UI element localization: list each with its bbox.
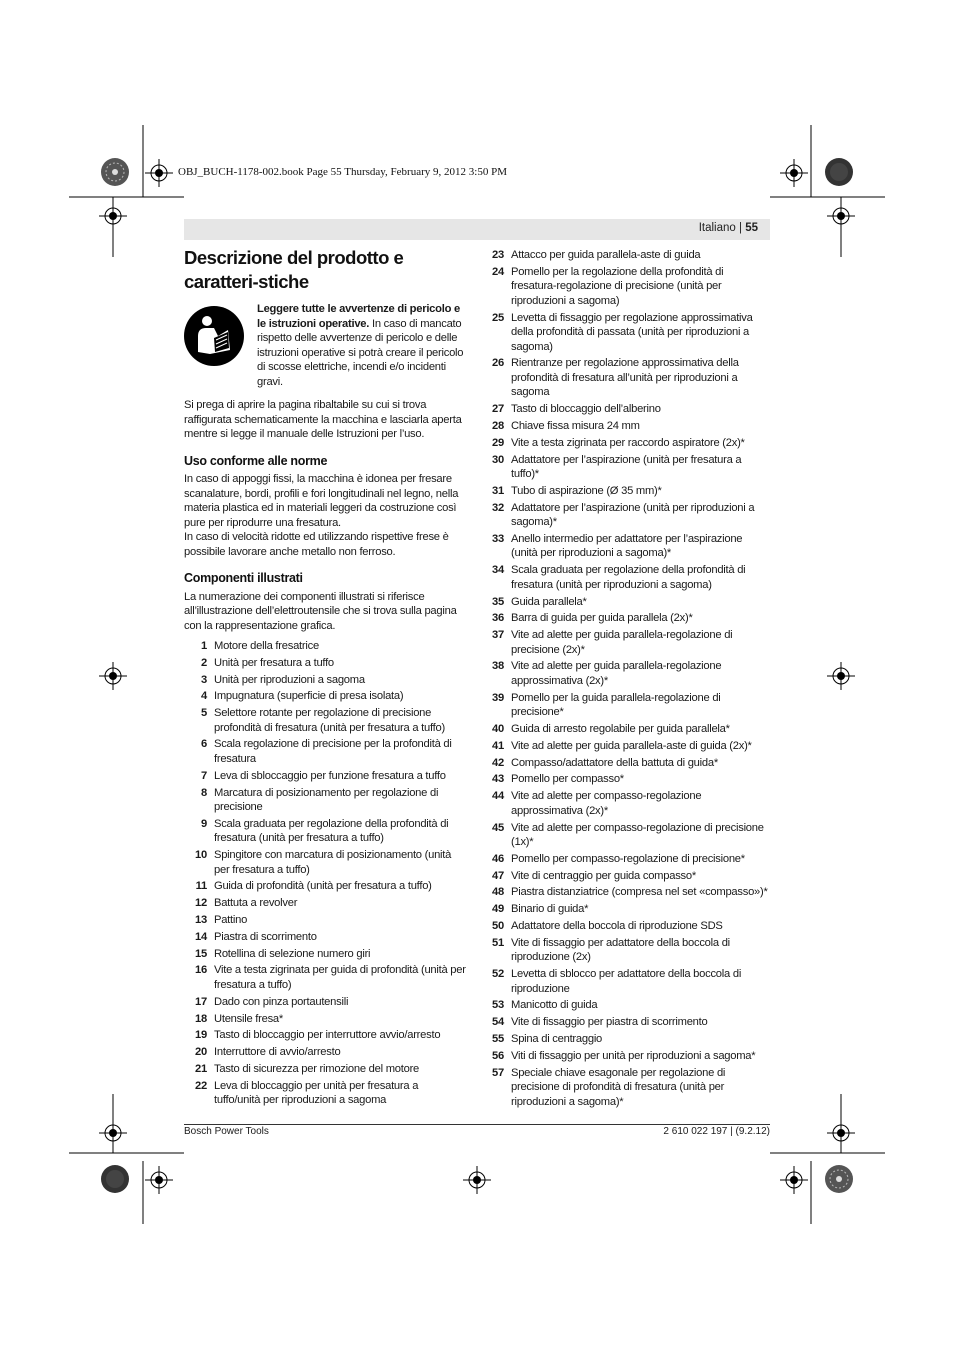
- item-number: 45: [492, 821, 504, 834]
- item-number: 21: [195, 1062, 207, 1075]
- list-item: [184, 1079, 466, 1108]
- item-number: 13: [195, 914, 207, 927]
- list-item: [184, 769, 466, 784]
- list-item: [488, 902, 770, 917]
- warning-bold: Leggere tutte le avvertenze di pericolo e le istruzioni operative.: [257, 303, 461, 330]
- list-item: [184, 879, 466, 894]
- list-item: [184, 817, 466, 846]
- list-item: [488, 501, 770, 530]
- item-text: Rotellina di selezione numero giri: [214, 947, 371, 960]
- list-item: [488, 772, 770, 787]
- list-item: [184, 848, 466, 877]
- item-text: Interruttore di avvio/arresto: [214, 1046, 341, 1059]
- item-text: Vite di fissaggio per adattatore della boccola di riproduzione (2x): [511, 936, 730, 964]
- item-text: Adattatore per l’aspirazione (unità per riproduzioni a sagoma)*: [511, 501, 755, 529]
- item-text: Barra di guida per guida parallela (2x)*: [511, 612, 693, 625]
- item-number: 27: [492, 403, 504, 416]
- page-number: 55: [745, 222, 758, 234]
- registration-disc-icon: [824, 1164, 854, 1194]
- item-number: 11: [195, 880, 207, 893]
- list-item: [184, 689, 466, 704]
- list-item: [488, 852, 770, 867]
- list-item: [184, 786, 466, 815]
- left-column: [184, 246, 466, 1110]
- registration-crosshair-icon: [827, 662, 855, 690]
- registration-crosshair-icon: [99, 202, 127, 230]
- components-intro: La numerazione dei componenti illustrati si riferisce all’illustrazione dell’elettroutensile che si trova sulla pagina con la rappresentazione grafica.: [184, 590, 457, 632]
- list-item: [488, 1015, 770, 1030]
- item-text: Unità per riproduzioni a sagoma: [214, 673, 365, 686]
- item-number: 39: [492, 691, 504, 704]
- item-text: Dado con pinza portautensili: [214, 995, 349, 1008]
- item-number: 50: [492, 920, 504, 933]
- item-text: Tubo di aspirazione (Ø 35 mm)*: [511, 484, 662, 497]
- item-number: 30: [492, 453, 504, 466]
- item-text: Tasto di bloccaggio per interruttore avvio/arresto: [214, 1029, 441, 1042]
- registration-disc-icon: [100, 1164, 130, 1194]
- list-item: [488, 998, 770, 1013]
- item-number: 54: [492, 1016, 504, 1029]
- item-number: 37: [492, 629, 504, 642]
- item-text: Chiave fissa misura 24 mm: [511, 419, 640, 432]
- list-item: [184, 995, 466, 1010]
- item-text: Vite ad alette per guida parallela-aste di guida (2x)*: [511, 739, 752, 752]
- item-text: Scala graduata per regolazione della profondità di fresatura (unità per fresatura a tuffo): [214, 817, 449, 845]
- item-number: 55: [492, 1033, 504, 1045]
- footer-brand: Bosch Power Tools: [184, 1126, 269, 1137]
- item-text: Marcatura di posizionamento per regolazione di precisione: [214, 786, 439, 814]
- item-number: 18: [195, 1012, 207, 1025]
- item-text: Leva di sbloccaggio per funzione fresatura a tuffo: [214, 769, 446, 782]
- item-text: Scala graduata per regolazione della profondità di fresatura (unità per riproduzioni a sagoma): [511, 564, 746, 591]
- item-text: Pomello per la regolazione della profondità di fresatura-regolazione di precisione (unità per riproduzioni a sagoma): [511, 265, 724, 307]
- list-item: [488, 1032, 770, 1047]
- item-number: 7: [201, 769, 207, 782]
- item-text: Tasto di sicurezza per rimozione del motore: [214, 1062, 420, 1075]
- item-text: Anello intermedio per adattatore per l’aspirazione (unità per riproduzioni a sagoma)*: [511, 532, 743, 560]
- item-text: Compasso/adattatore della battuta di guida*: [511, 756, 718, 769]
- item-number: 56: [492, 1049, 504, 1062]
- item-number: 16: [195, 964, 207, 977]
- list-item: [184, 656, 466, 671]
- item-text: Unità per fresatura a tuffo: [214, 656, 334, 669]
- list-item: [488, 1066, 770, 1110]
- list-item: [488, 756, 770, 771]
- item-number: 47: [492, 869, 504, 882]
- header-separator: |: [739, 222, 742, 234]
- item-number: 12: [195, 897, 207, 910]
- item-number: 51: [492, 936, 504, 949]
- item-text: Spina di centraggio: [511, 1033, 603, 1045]
- item-text: Rientranze per regolazione approssimativa della profondità di fresatura all’unità per riproduzioni a sagoma: [511, 357, 739, 399]
- item-text: Vite ad alette per compasso-regolazione approssimativa (2x)*: [511, 790, 702, 817]
- item-text: Pomello per la guida parallela-regolazione di precisione*: [511, 691, 721, 719]
- item-text: Guida parallela*: [511, 595, 587, 608]
- item-number: 3: [201, 673, 207, 686]
- item-number: 2: [201, 656, 207, 669]
- item-text: Leva di bloccaggio per unità per fresatura a tuffo/unità per riproduzioni a sagoma: [214, 1079, 419, 1107]
- page-header: [184, 219, 770, 240]
- warning-text: [257, 302, 466, 389]
- item-number: 48: [492, 886, 504, 899]
- registration-disc-icon: [100, 157, 130, 187]
- footer-rule: [184, 1124, 770, 1125]
- item-text: Piastra di scorrimento: [214, 930, 317, 943]
- list-item: [184, 639, 466, 654]
- registration-crosshair-icon: [99, 1119, 127, 1147]
- item-text: Pattino: [214, 914, 248, 927]
- registration-crosshair-icon: [463, 1166, 491, 1194]
- item-number: 49: [492, 903, 504, 916]
- item-text: Piastra distanziatrice (compresa nel set «compasso»)*: [511, 886, 768, 899]
- item-number: 43: [492, 773, 504, 786]
- intro-paragraph: Si prega di aprire la pagina ribaltabile su cui si trova raffigurata schematicamente la macchina e lasciarla aperta mentre si legge il manuale delle Istruzioni per l’uso.: [184, 399, 462, 440]
- item-number: 33: [492, 532, 504, 545]
- list-item: [488, 967, 770, 996]
- item-number: 32: [492, 501, 504, 514]
- item-number: 29: [492, 436, 504, 449]
- item-number: 25: [492, 311, 504, 324]
- registration-crosshair-icon: [99, 662, 127, 690]
- item-text: Scala regolazione di precisione per la profondità di fresatura: [214, 738, 452, 765]
- item-number: 36: [492, 612, 504, 625]
- list-item: [488, 436, 770, 451]
- item-text: Levetta di sblocco per adattatore della boccola di riproduzione: [511, 968, 742, 995]
- page-title: Descrizione del prodotto e caratteri-stiche: [184, 247, 404, 292]
- item-number: 5: [201, 707, 207, 720]
- registration-crosshair-icon: [827, 1119, 855, 1147]
- item-text: Utensile fresa*: [214, 1012, 284, 1025]
- read-manual-icon: [184, 306, 244, 366]
- list-item: [184, 1028, 466, 1043]
- header-language: Italiano: [698, 222, 736, 234]
- item-number: 22: [195, 1079, 207, 1092]
- item-text: Vite a testa zigrinata per raccordo aspiratore (2x)*: [511, 436, 745, 449]
- item-number: 23: [492, 249, 504, 261]
- list-item: [488, 402, 770, 417]
- item-text: Battuta a revolver: [214, 897, 298, 910]
- item-text: Vite di fissaggio per piastra di scorrimento: [511, 1016, 708, 1029]
- item-text: Spingitore con marcatura di posizionamento (unità per fresatura a tuffo): [214, 849, 452, 876]
- list-item: [184, 963, 466, 992]
- item-number: 44: [492, 790, 504, 803]
- warning-block: [184, 302, 466, 394]
- list-item: [184, 1012, 466, 1027]
- intended-use-text-2: In caso di velocità ridotte ed utilizzando rispettive frese è possibile lavorare anche metallo non ferroso.: [184, 531, 449, 558]
- item-number: 26: [492, 357, 504, 370]
- list-item: [488, 453, 770, 482]
- item-number: 14: [195, 930, 207, 943]
- item-number: 35: [492, 595, 504, 608]
- list-item: [488, 484, 770, 499]
- list-item: [488, 789, 770, 818]
- item-text: Binario di guida*: [511, 903, 589, 916]
- item-number: 52: [492, 968, 504, 981]
- list-item: [488, 919, 770, 934]
- item-number: 28: [492, 419, 504, 432]
- item-text: Adattatore per l’aspirazione (unità per fresatura a tuffo)*: [511, 453, 742, 481]
- item-number: 31: [492, 484, 504, 497]
- item-number: 46: [492, 852, 504, 865]
- list-item: [488, 691, 770, 720]
- warning-body: In caso di mancato rispetto delle avvertenze di pericolo e delle istruzioni operative si potrà creare il pericolo di scosse elettriche, incendi e/o incidenti gravi.: [257, 317, 464, 388]
- registration-crosshair-icon: [780, 1166, 808, 1194]
- item-number: 34: [492, 564, 504, 577]
- list-item: [488, 611, 770, 626]
- components-list-left: [184, 639, 466, 1108]
- list-item: [184, 947, 466, 962]
- list-item: [488, 563, 770, 592]
- item-text: Guida di profondità (unità per fresatura a tuffo): [214, 880, 432, 893]
- item-number: 8: [201, 786, 207, 799]
- list-item: [488, 311, 770, 355]
- print-info: OBJ_BUCH-1178-002.book Page 55 Thursday, February 9, 2012 3:50 PM: [178, 166, 507, 178]
- list-item: [488, 821, 770, 850]
- right-column: [488, 248, 770, 1111]
- item-number: 41: [492, 739, 504, 752]
- components-heading: Componenti illustrati: [184, 571, 303, 585]
- item-text: Pomello per compasso-regolazione di precisione*: [511, 852, 745, 865]
- list-item: [488, 356, 770, 400]
- item-number: 38: [492, 660, 504, 673]
- item-number: 53: [492, 999, 504, 1012]
- item-text: Viti di fissaggio per unità per riproduzioni a sagoma*: [511, 1049, 756, 1062]
- item-number: 6: [201, 738, 207, 751]
- list-item: [488, 722, 770, 737]
- item-text: Pomello per compasso*: [511, 773, 624, 786]
- intended-use-text-1: In caso di appoggi fissi, la macchina è idonea per fresare scanalature, bordi, profili e fori longitudinali nel legno, nella materia plastica ed in materiali leggeri da costruzione così pure per riprodurre una fresatura.: [184, 473, 459, 529]
- item-number: 17: [195, 995, 207, 1008]
- item-number: 4: [201, 690, 207, 703]
- components-list-right: [488, 248, 770, 1109]
- footer-code: 2 610 022 197 | (9.2.12): [663, 1126, 770, 1137]
- list-item: [488, 739, 770, 754]
- list-item: [184, 737, 466, 766]
- list-item: [184, 673, 466, 688]
- list-item: [184, 896, 466, 911]
- item-text: Speciale chiave esagonale per regolazione di precisione di profondità di fresatura (unità per riproduzioni a sagoma)*: [511, 1066, 726, 1108]
- list-item: [488, 885, 770, 900]
- item-number: 10: [195, 849, 207, 862]
- list-item: [184, 1062, 466, 1077]
- registration-crosshair-icon: [780, 159, 808, 187]
- list-item: [488, 265, 770, 309]
- item-text: Levetta di fissaggio per regolazione approssimativa della profondità di passata (unità per riproduzioni a sagoma): [511, 311, 753, 353]
- registration-crosshair-icon: [145, 159, 173, 187]
- item-text: Vite ad alette per guida parallela-regolazione approssimativa (2x)*: [511, 660, 722, 687]
- item-text: Vite a testa zigrinata per guida di profondità (unità per fresatura a tuffo): [214, 964, 466, 991]
- item-number: 57: [492, 1066, 504, 1079]
- registration-crosshair-icon: [145, 1166, 173, 1194]
- list-item: [184, 930, 466, 945]
- header-text: [699, 222, 758, 234]
- list-item: [488, 869, 770, 884]
- list-item: [488, 936, 770, 965]
- intended-use-heading: Uso conforme alle norme: [184, 453, 328, 468]
- item-text: Tasto di bloccaggio dell’alberino: [511, 403, 661, 416]
- item-number: 24: [492, 265, 504, 278]
- item-text: Manicotto di guida: [511, 999, 598, 1012]
- item-number: 20: [195, 1046, 207, 1059]
- item-text: Vite di centraggio per guida compasso*: [511, 869, 696, 882]
- list-item: [184, 706, 466, 735]
- item-text: Vite ad alette per compasso-regolazione di precisione (1x)*: [511, 821, 764, 849]
- list-item: [184, 913, 466, 928]
- list-item: [488, 595, 770, 610]
- list-item: [488, 1049, 770, 1064]
- list-item: [488, 419, 770, 434]
- list-item: [488, 248, 770, 263]
- item-number: 9: [201, 817, 207, 830]
- item-number: 42: [492, 756, 504, 769]
- list-item: [184, 1045, 466, 1060]
- item-number: 19: [195, 1029, 207, 1042]
- list-item: [488, 628, 770, 657]
- item-text: Adattatore della boccola di riproduzione SDS: [511, 920, 723, 933]
- registration-crosshair-icon: [827, 202, 855, 230]
- item-text: Vite ad alette per guida parallela-regolazione di precisione (2x)*: [511, 629, 733, 656]
- registration-disc-icon: [824, 157, 854, 187]
- item-text: Motore della fresatrice: [214, 640, 319, 652]
- item-text: Guida di arresto regolabile per guida parallela*: [511, 723, 730, 736]
- list-item: [488, 659, 770, 688]
- list-item: [488, 532, 770, 561]
- item-number: 15: [195, 947, 207, 960]
- item-number: 40: [492, 723, 504, 736]
- item-text: Impugnatura (superficie di presa isolata): [214, 690, 404, 703]
- item-text: Attacco per guida parallela-aste di guida: [511, 249, 701, 261]
- item-number: 1: [201, 640, 207, 652]
- item-text: Selettore rotante per regolazione di precisione profondità di fresatura (unità per fresatura a tuffo): [214, 707, 445, 734]
